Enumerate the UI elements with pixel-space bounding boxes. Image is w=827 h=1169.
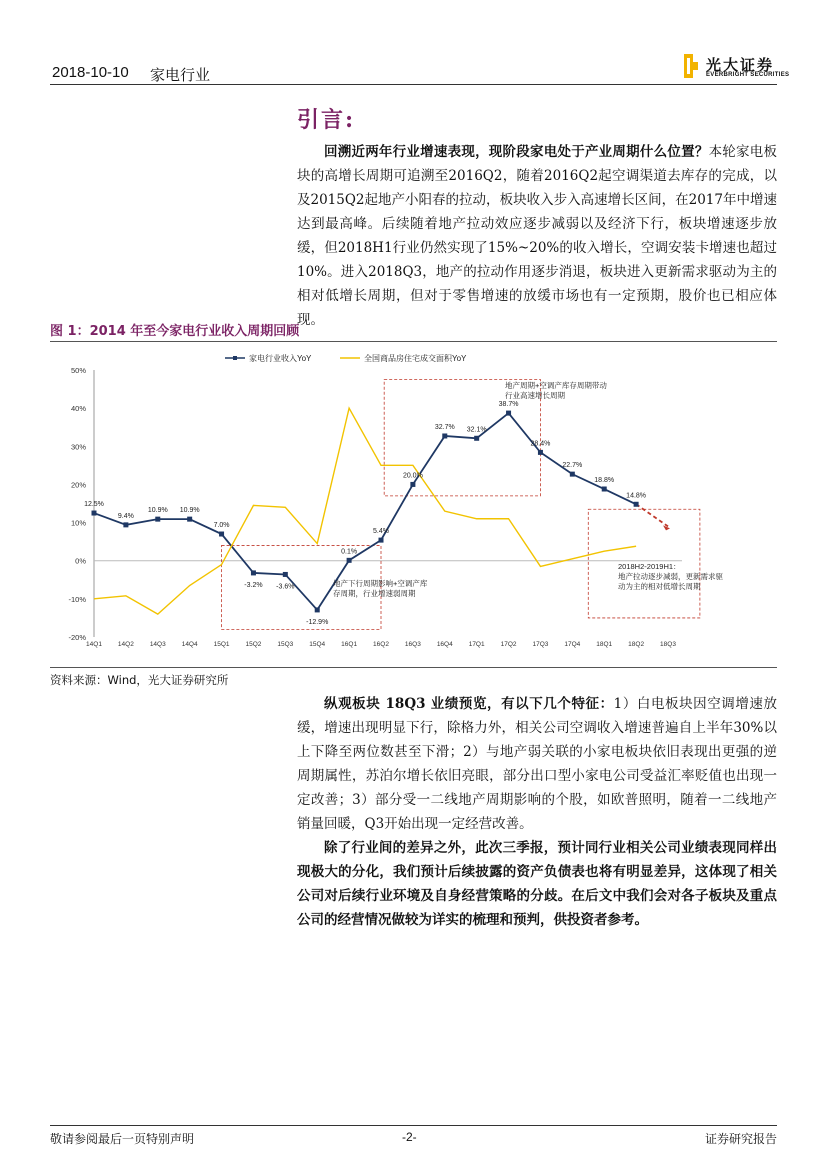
annotation-boxes [222, 380, 700, 630]
series-point [251, 570, 256, 575]
q3-preview-body: 1）白电板块因空调增速放缓，增速出现明显下行，除格力外，相关公司空调收入增速普遍自上半年30%以上下降至两位数甚至下滑；2）与地产弱关联的小家电板块依旧表现出更强的逆周期属性，苏泊尔增长依旧亮眼，部分出口型小家电公司受益汇率贬值也出现一定改善；3）部分受一二线地产周期影响的个股，如欧普照明，随着一二线地产销量回暖，Q3开始出现一定经营改善。 [297, 696, 778, 832]
x-tick-label: 16Q1 [341, 641, 358, 648]
intro-body: 本轮家电板块的高增长周期可追溯至2016Q2，随着2016Q2起空调渠道去库存的完成，以及2015Q2起地产小阳春的拉动，板块收入步入高速增长区间，在2017年中增速达到最高峰。后续随着地产拉动效应逐步减弱以及经济下行，板块增速逐步放缓，但2018H1行业仍然实现了15%~20%的收入增长，空调安装卡增速也超过10%。进入2018Q3，地产的拉动作用逐步消退，板块进入更新需求驱动为主的相对低增长周期，但对于零售增速的放缓市场也有一定预期，股价也已相应体现。 [297, 144, 777, 328]
series-point [92, 511, 97, 516]
x-tick-label: 18Q2 [628, 641, 645, 648]
footer-divider [50, 1125, 777, 1126]
data-label: 14.8% [626, 492, 647, 500]
series-point [602, 487, 607, 492]
series-point [506, 411, 511, 416]
data-label: 10.9% [179, 507, 200, 515]
x-axis-ticks [86, 641, 676, 648]
x-tick-label: 17Q3 [532, 641, 549, 648]
data-label: 20.0% [402, 472, 423, 480]
data-label: -3.6% [276, 583, 295, 591]
legend-entry: 家电行业收入YoY [249, 354, 312, 363]
series-point [442, 433, 447, 438]
data-label: 5.4% [373, 528, 389, 536]
annotation-outlook-text: 2018H2-2019H1：地产拉动逐步减弱，更新需求驱动为主的相对低增长周期 [618, 562, 723, 591]
x-tick-label: 15Q1 [213, 641, 230, 648]
y-tick-label: 30% [70, 442, 86, 452]
logo-text-cn: 光大证券 [706, 56, 775, 74]
x-tick-label: 17Q1 [468, 641, 485, 648]
series-point [379, 538, 384, 543]
legend-marker [233, 356, 237, 360]
q3-preview-paragraph [297, 692, 777, 836]
page-number: -2- [402, 1130, 417, 1144]
series-point [123, 522, 128, 527]
series-point [410, 482, 415, 487]
x-tick-label: 16Q4 [436, 641, 453, 648]
x-tick-label: 14Q4 [181, 641, 198, 648]
figure-bottom-rule [50, 667, 777, 668]
header-divider [50, 84, 777, 85]
footer-disclaimer: 敬请参阅最后一页特别声明 [50, 1132, 195, 1146]
projection-line [636, 504, 668, 526]
data-label: 0.1% [341, 548, 358, 556]
data-label: 9.4% [117, 512, 134, 520]
logo-mark-icon [684, 54, 698, 78]
industry-label: 家电行业 [150, 66, 211, 84]
data-label: 12.5% [84, 501, 104, 509]
x-tick-label: 14Q1 [86, 641, 102, 648]
x-tick-label: 15Q4 [309, 641, 326, 648]
x-tick-label: 15Q2 [245, 641, 262, 648]
x-tick-label: 18Q1 [596, 641, 613, 648]
data-label: 32.1% [466, 426, 487, 434]
footer-report-type: 证券研究报告 [705, 1132, 778, 1146]
series-point [347, 558, 352, 563]
series-point [570, 472, 575, 477]
chart-legend [225, 353, 467, 363]
y-tick-label: 50% [70, 366, 86, 375]
series-point [187, 517, 192, 522]
section-heading-intro: 引言: [297, 107, 356, 133]
legend-entry: 全国商品房住宅成交面积YoY [364, 354, 467, 363]
x-tick-label: 18Q3 [660, 641, 676, 648]
series-point [538, 450, 543, 455]
data-label: 7.0% [213, 522, 230, 530]
y-tick-label: -10% [68, 594, 86, 604]
data-label: 18.8% [594, 477, 615, 485]
y-tick-label: -20% [68, 633, 86, 642]
intro-paragraph [297, 140, 777, 332]
data-label: 10.9% [147, 507, 168, 515]
x-tick-label: 16Q3 [404, 641, 421, 648]
figure-source: 资料来源：Wind，光大证券研究所 [50, 673, 229, 687]
series-point [315, 607, 320, 612]
data-label: 32.7% [434, 423, 455, 431]
data-label: -3.2% [244, 581, 263, 589]
figure-top-rule [50, 341, 777, 342]
data-label: 38.7% [498, 401, 519, 409]
data-label: -12.9% [306, 618, 329, 626]
series-point [634, 502, 639, 507]
revenue-cycle-chart [50, 343, 777, 665]
x-tick-label: 17Q4 [564, 641, 581, 648]
chart-annotations [333, 380, 723, 599]
divergence-paragraph: 除了行业间的差异之外，此次三季报，预计同行业相关公司业绩表现同样出现极大的分化，我们预计后续披露的资产负债表也将有明显差异，这体现了相关公司对后续行业环境及自身经营策略的分歧。在后文中我们会对各子板块及重点公司的经营情况做较为详实的梳理和预判，供投资者参考。 [297, 840, 777, 928]
x-tick-label: 17Q2 [500, 641, 517, 648]
intro-lead: 回溯近两年行业增速表现，现阶段家电处于产业周期什么位置？ [324, 144, 709, 160]
series-point [283, 572, 288, 577]
annotation-downturn-text: 地产下行周期影响+空调产库存周期，行业增速弱周期 [333, 579, 428, 598]
q3-preview-lead: 纵观板块 18Q3 业绩预览，有以下几个特征： [324, 696, 614, 712]
x-tick-label: 14Q2 [117, 641, 134, 648]
series-point [155, 517, 160, 522]
data-label: 28.4% [530, 440, 551, 448]
logo-text-en: EVERBRIGHT SECURITIES [706, 72, 790, 78]
figure-title: 图 1：2014 年至今家电行业收入周期回顾 [50, 324, 300, 339]
series-point [219, 532, 224, 537]
y-tick-label: 0% [75, 556, 86, 566]
series-point [474, 436, 479, 441]
report-date: 2018-10-10 [52, 64, 129, 81]
x-tick-label: 16Q2 [373, 641, 389, 648]
y-tick-label: 40% [70, 404, 86, 414]
x-tick-label: 14Q3 [149, 641, 166, 648]
annotation-upturn-text: 地产周期+空调产库存周期带动行业高速增长周期 [505, 381, 607, 400]
data-label: 22.7% [562, 462, 583, 470]
x-tick-label: 15Q3 [277, 641, 294, 648]
y-tick-label: 20% [70, 480, 86, 490]
y-tick-label: 10% [70, 518, 86, 528]
